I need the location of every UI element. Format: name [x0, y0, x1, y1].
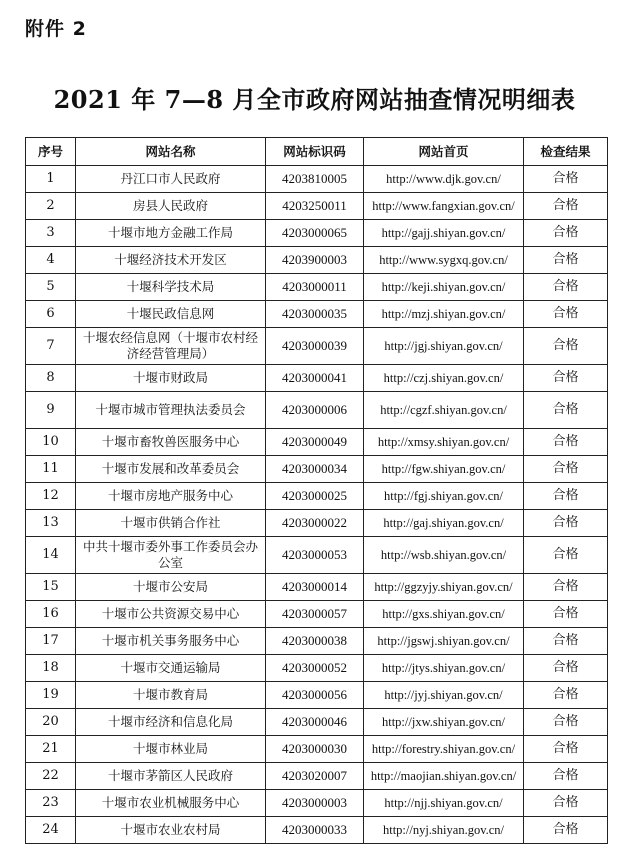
row-number: 2 — [26, 193, 76, 220]
site-code: 4203250011 — [266, 193, 364, 220]
site-code: 4203000052 — [266, 655, 364, 682]
check-result: 合格 — [524, 328, 608, 365]
table-row — [26, 483, 608, 510]
site-name: 十堰市城市管理执法委员会 — [76, 392, 266, 429]
header-site-code: 网站标识码 — [266, 138, 364, 166]
table-row — [26, 736, 608, 763]
site-name: 十堰市经济和信息化局 — [76, 709, 266, 736]
check-result: 合格 — [524, 628, 608, 655]
site-code: 4203000041 — [266, 365, 364, 392]
site-name: 十堰市供销合作社 — [76, 510, 266, 537]
row-number: 9 — [26, 392, 76, 429]
homepage-url: http://xmsy.shiyan.gov.cn/ — [364, 429, 524, 456]
homepage-url: http://ggzyjy.shiyan.gov.cn/ — [364, 574, 524, 601]
row-number: 14 — [26, 537, 76, 574]
check-result: 合格 — [524, 574, 608, 601]
row-number: 15 — [26, 574, 76, 601]
homepage-url: http://mzj.shiyan.gov.cn/ — [364, 301, 524, 328]
table-row — [26, 429, 608, 456]
site-name: 十堰市林业局 — [76, 736, 266, 763]
table-row — [26, 456, 608, 483]
site-code: 4203000014 — [266, 574, 364, 601]
check-result: 合格 — [524, 220, 608, 247]
row-number: 10 — [26, 429, 76, 456]
check-result: 合格 — [524, 365, 608, 392]
check-result: 合格 — [524, 682, 608, 709]
table-row — [26, 601, 608, 628]
homepage-url: http://www.sygxq.gov.cn/ — [364, 247, 524, 274]
check-result: 合格 — [524, 301, 608, 328]
check-result: 合格 — [524, 655, 608, 682]
homepage-url: http://jyj.shiyan.gov.cn/ — [364, 682, 524, 709]
site-name: 丹江口市人民政府 — [76, 166, 266, 193]
homepage-url: http://fgw.shiyan.gov.cn/ — [364, 456, 524, 483]
site-code: 4203000011 — [266, 274, 364, 301]
table-row — [26, 574, 608, 601]
table-row — [26, 537, 608, 574]
check-result: 合格 — [524, 166, 608, 193]
site-code: 4203000022 — [266, 510, 364, 537]
site-code: 4203000006 — [266, 392, 364, 429]
homepage-url: http://jgj.shiyan.gov.cn/ — [364, 328, 524, 365]
check-result: 合格 — [524, 483, 608, 510]
homepage-url: http://www.fangxian.gov.cn/ — [364, 193, 524, 220]
row-number: 3 — [26, 220, 76, 247]
row-number: 17 — [26, 628, 76, 655]
site-name: 十堰市房地产服务中心 — [76, 483, 266, 510]
homepage-url: http://gajj.shiyan.gov.cn/ — [364, 220, 524, 247]
table-row — [26, 274, 608, 301]
check-result: 合格 — [524, 193, 608, 220]
site-code: 4203000057 — [266, 601, 364, 628]
header-no: 序号 — [26, 138, 76, 166]
site-name: 十堰市茅箭区人民政府 — [76, 763, 266, 790]
site-code: 4203020007 — [266, 763, 364, 790]
homepage-url: http://jgswj.shiyan.gov.cn/ — [364, 628, 524, 655]
site-code: 4203000003 — [266, 790, 364, 817]
site-code: 4203000035 — [266, 301, 364, 328]
check-result: 合格 — [524, 601, 608, 628]
site-code: 4203000056 — [266, 682, 364, 709]
table-row — [26, 301, 608, 328]
table-row — [26, 328, 608, 365]
site-name: 十堰市公共资源交易中心 — [76, 601, 266, 628]
site-name: 十堰市农业机械服务中心 — [76, 790, 266, 817]
check-result: 合格 — [524, 709, 608, 736]
table-row — [26, 628, 608, 655]
site-name: 十堰市财政局 — [76, 365, 266, 392]
site-code: 4203000038 — [266, 628, 364, 655]
site-name: 十堰市地方金融工作局 — [76, 220, 266, 247]
homepage-url: http://jtys.shiyan.gov.cn/ — [364, 655, 524, 682]
row-number: 13 — [26, 510, 76, 537]
site-name: 中共十堰市委外事工作委员会办公室 — [76, 537, 266, 574]
site-code: 4203000065 — [266, 220, 364, 247]
row-number: 19 — [26, 682, 76, 709]
table-row — [26, 510, 608, 537]
table-row — [26, 247, 608, 274]
table-row — [26, 709, 608, 736]
site-name: 十堰经济技术开发区 — [76, 247, 266, 274]
row-number: 5 — [26, 274, 76, 301]
check-result: 合格 — [524, 790, 608, 817]
site-name: 十堰市教育局 — [76, 682, 266, 709]
check-result: 合格 — [524, 736, 608, 763]
row-number: 23 — [26, 790, 76, 817]
attachment-label: 附件 2 — [25, 18, 87, 40]
table-row — [26, 392, 608, 429]
check-result: 合格 — [524, 817, 608, 844]
homepage-url: http://maojian.shiyan.gov.cn/ — [364, 763, 524, 790]
table-header-row — [26, 138, 608, 166]
site-code: 4203000053 — [266, 537, 364, 574]
table-row — [26, 682, 608, 709]
homepage-url: http://nyj.shiyan.gov.cn/ — [364, 817, 524, 844]
homepage-url: http://gaj.shiyan.gov.cn/ — [364, 510, 524, 537]
site-code: 4203000046 — [266, 709, 364, 736]
site-code: 4203900003 — [266, 247, 364, 274]
check-result: 合格 — [524, 456, 608, 483]
check-result: 合格 — [524, 429, 608, 456]
site-name: 十堰市机关事务服务中心 — [76, 628, 266, 655]
check-result: 合格 — [524, 247, 608, 274]
table-row — [26, 365, 608, 392]
row-number: 21 — [26, 736, 76, 763]
row-number: 18 — [26, 655, 76, 682]
site-name: 十堰农经信息网（十堰市农村经济经营管理局） — [76, 328, 266, 365]
table-row — [26, 817, 608, 844]
homepage-url: http://gxs.shiyan.gov.cn/ — [364, 601, 524, 628]
homepage-url: http://njj.shiyan.gov.cn/ — [364, 790, 524, 817]
site-name: 十堰民政信息网 — [76, 301, 266, 328]
table-row — [26, 193, 608, 220]
site-name: 十堰市发展和改革委员会 — [76, 456, 266, 483]
check-result: 合格 — [524, 537, 608, 574]
site-name: 十堰市交通运输局 — [76, 655, 266, 682]
row-number: 20 — [26, 709, 76, 736]
row-number: 1 — [26, 166, 76, 193]
site-name: 十堰市公安局 — [76, 574, 266, 601]
homepage-url: http://czj.shiyan.gov.cn/ — [364, 365, 524, 392]
site-code: 4203000034 — [266, 456, 364, 483]
table-row — [26, 166, 608, 193]
check-result: 合格 — [524, 274, 608, 301]
row-number: 12 — [26, 483, 76, 510]
row-number: 24 — [26, 817, 76, 844]
homepage-url: http://fgj.shiyan.gov.cn/ — [364, 483, 524, 510]
site-name: 十堰市畜牧兽医服务中心 — [76, 429, 266, 456]
site-code: 4203000049 — [266, 429, 364, 456]
header-site-name: 网站名称 — [76, 138, 266, 166]
site-name: 房县人民政府 — [76, 193, 266, 220]
row-number: 16 — [26, 601, 76, 628]
site-code: 4203000033 — [266, 817, 364, 844]
table-row — [26, 790, 608, 817]
table-row — [26, 763, 608, 790]
row-number: 11 — [26, 456, 76, 483]
site-code: 4203810005 — [266, 166, 364, 193]
table-row — [26, 655, 608, 682]
inspection-table — [25, 137, 608, 844]
row-number: 8 — [26, 365, 76, 392]
page-title: 2021 年 7—8 月全市政府网站抽查情况明细表 — [53, 85, 576, 114]
homepage-url: http://keji.shiyan.gov.cn/ — [364, 274, 524, 301]
site-code: 4203000039 — [266, 328, 364, 365]
row-number: 22 — [26, 763, 76, 790]
row-number: 4 — [26, 247, 76, 274]
check-result: 合格 — [524, 510, 608, 537]
homepage-url: http://forestry.shiyan.gov.cn/ — [364, 736, 524, 763]
check-result: 合格 — [524, 392, 608, 429]
header-result: 检查结果 — [524, 138, 608, 166]
site-code: 4203000030 — [266, 736, 364, 763]
homepage-url: http://jxw.shiyan.gov.cn/ — [364, 709, 524, 736]
homepage-url: http://wsb.shiyan.gov.cn/ — [364, 537, 524, 574]
homepage-url: http://cgzf.shiyan.gov.cn/ — [364, 392, 524, 429]
header-homepage: 网站首页 — [364, 138, 524, 166]
site-name: 十堰科学技术局 — [76, 274, 266, 301]
site-code: 4203000025 — [266, 483, 364, 510]
table-row — [26, 220, 608, 247]
homepage-url: http://www.djk.gov.cn/ — [364, 166, 524, 193]
row-number: 7 — [26, 328, 76, 365]
site-name: 十堰市农业农村局 — [76, 817, 266, 844]
row-number: 6 — [26, 301, 76, 328]
check-result: 合格 — [524, 763, 608, 790]
